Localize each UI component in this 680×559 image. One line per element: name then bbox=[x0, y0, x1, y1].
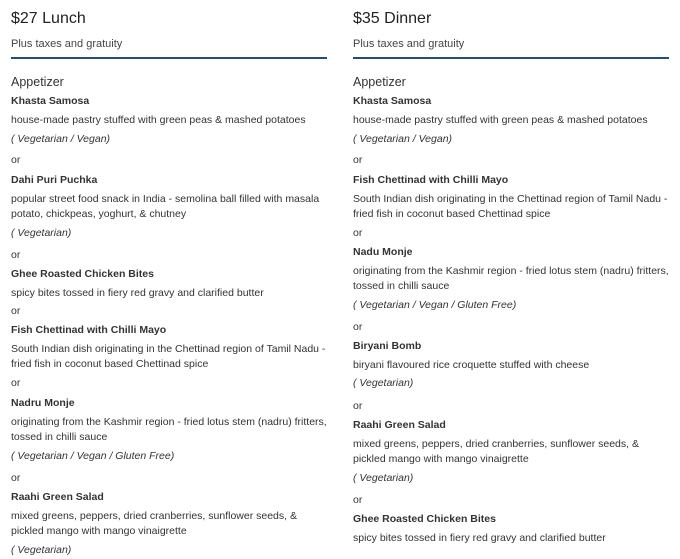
or-separator: or bbox=[353, 494, 363, 506]
section-label: Appetizer bbox=[11, 75, 64, 89]
or-separator: or bbox=[11, 472, 21, 484]
item-description: mixed greens, peppers, dried cranberries, sunflower seeds, & pickled mango with mango vinaigrette bbox=[11, 510, 297, 537]
item-dietary-note: ( Vegetarian) bbox=[11, 544, 72, 556]
menu-title: $35 Dinner bbox=[353, 10, 432, 27]
item-name: Ghee Roasted Chicken Bites bbox=[11, 268, 154, 280]
item-name: Nadru Monje bbox=[11, 397, 75, 409]
menu-subtitle: Plus taxes and gratuity bbox=[11, 38, 123, 50]
or-separator: or bbox=[353, 321, 363, 333]
item-name: Dahi Puri Puchka bbox=[11, 174, 98, 186]
item-name: Fish Chettinad with Chilli Mayo bbox=[11, 324, 167, 336]
item-dietary-note: ( Vegetarian / Vegan) bbox=[11, 133, 111, 145]
item-dietary-note: ( Vegetarian / Vegan) bbox=[353, 133, 453, 145]
or-separator: or bbox=[11, 154, 21, 166]
item-name: Ghee Roasted Chicken Bites bbox=[353, 513, 496, 525]
title-divider bbox=[353, 57, 669, 59]
or-separator: or bbox=[11, 305, 21, 317]
item-name: Khasta Samosa bbox=[11, 95, 90, 107]
menu-subtitle: Plus taxes and gratuity bbox=[353, 38, 465, 50]
item-description: biryani flavoured rice croquette stuffed with cheese bbox=[353, 359, 590, 371]
or-separator: or bbox=[353, 227, 363, 239]
or-separator: or bbox=[353, 154, 363, 166]
item-name: Raahi Green Salad bbox=[353, 419, 446, 431]
item-description: originating from the Kashmir region - fried lotus stem (nadru) fritters, tossed in chilli sauce bbox=[11, 416, 327, 443]
item-description: spicy bites tossed in fiery red gravy and clarified butter bbox=[11, 287, 264, 299]
item-description: house-made pastry stuffed with green peas & mashed potatoes bbox=[11, 114, 306, 126]
menu-title: $27 Lunch bbox=[11, 10, 86, 27]
item-dietary-note: ( Vegetarian) bbox=[353, 472, 414, 484]
item-name: Khasta Samosa bbox=[353, 95, 432, 107]
section-label: Appetizer bbox=[353, 75, 406, 89]
item-dietary-note: ( Vegetarian / Vegan / Gluten Free) bbox=[11, 450, 175, 462]
or-separator: or bbox=[353, 400, 363, 412]
item-description: mixed greens, peppers, dried cranberries, sunflower seeds, & pickled mango with mango vinaigrette bbox=[353, 438, 639, 465]
or-separator: or bbox=[11, 249, 21, 261]
item-name: Nadu Monje bbox=[353, 246, 413, 258]
item-name: Raahi Green Salad bbox=[11, 491, 104, 503]
item-description: South Indian dish originating in the Chettinad region of Tamil Nadu - fried fish in coconut based Chettinad spice bbox=[353, 193, 668, 220]
item-name: Biryani Bomb bbox=[353, 340, 422, 352]
item-dietary-note: ( Vegetarian) bbox=[11, 227, 72, 239]
item-dietary-note: ( Vegetarian) bbox=[353, 377, 414, 389]
item-description: originating from the Kashmir region - fried lotus stem (nadru) fritters, tossed in chilli sauce bbox=[353, 265, 669, 292]
item-description: South Indian dish originating in the Chettinad region of Tamil Nadu - fried fish in coconut based Chettinad spice bbox=[11, 343, 326, 370]
title-divider bbox=[11, 57, 327, 59]
item-description: spicy bites tossed in fiery red gravy and clarified butter bbox=[353, 532, 606, 544]
or-separator: or bbox=[11, 377, 21, 389]
item-dietary-note: ( Vegetarian / Vegan / Gluten Free) bbox=[353, 299, 517, 311]
item-name: Fish Chettinad with Chilli Mayo bbox=[353, 174, 509, 186]
item-description: popular street food snack in India - semolina ball filled with masala potato, chickpeas, yoghurt, & chutney bbox=[11, 193, 320, 220]
item-description: house-made pastry stuffed with green peas & mashed potatoes bbox=[353, 114, 648, 126]
